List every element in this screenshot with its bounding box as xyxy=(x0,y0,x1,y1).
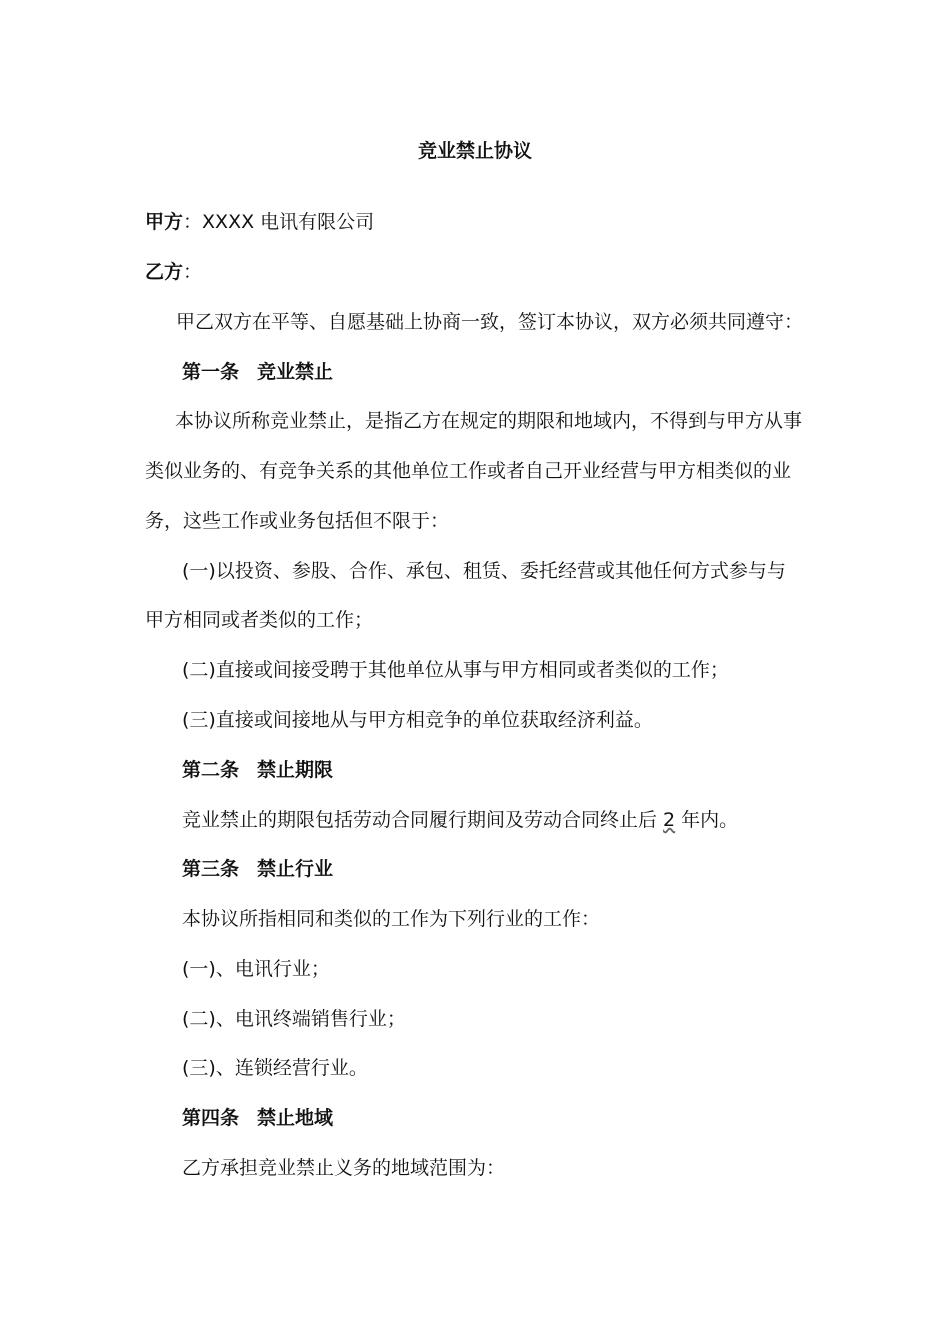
party-a-line xyxy=(145,210,374,234)
party-a-value: XXXX 电讯有限公司 xyxy=(202,211,375,233)
article1-title: 竞业禁止 xyxy=(257,361,334,383)
article1-para-line3: 务，这些工作或业务包括但不限于： xyxy=(145,510,450,532)
article1-item2: (二)直接或间接受聘于其他单位从事与甲方相同或者类似的工作； xyxy=(182,659,729,681)
party-a-label: 甲方 xyxy=(145,211,184,233)
article4-heading xyxy=(182,1106,333,1130)
document-title: 竞业禁止协议 xyxy=(417,140,532,162)
party-a-colon: ： xyxy=(183,211,203,233)
article1-item1-line2: 甲方相同或者类似的工作； xyxy=(145,609,374,631)
article3-item1: (一)、电讯行业； xyxy=(182,958,330,980)
article3-item2: (二)、电讯终端销售行业； xyxy=(182,1008,406,1030)
party-b-line xyxy=(145,260,202,284)
article3-title: 禁止行业 xyxy=(257,858,334,880)
article4-title: 禁止地域 xyxy=(257,1107,334,1129)
article2-heading xyxy=(182,758,333,782)
article3-number: 第三条 xyxy=(182,858,240,880)
article1-item3: (三)直接或间接地从与甲方相竞争的单位获取经济利益。 xyxy=(182,709,653,731)
party-b-label: 乙方 xyxy=(145,261,184,283)
article4-number: 第四条 xyxy=(182,1107,240,1129)
article2-number: 第二条 xyxy=(182,759,240,781)
article1-item1-line1: (一)以投资、参股、合作、承包、租赁、委托经营或其他任何方式参与与 xyxy=(182,560,786,582)
article3-heading xyxy=(182,857,333,881)
article2-text-after: 年内。 xyxy=(675,809,739,831)
article3-intro: 本协议所指相同和类似的工作为下列行业的工作： xyxy=(182,908,601,930)
article2-title: 禁止期限 xyxy=(257,759,334,781)
article1-para-line2: 类似业务的、有竞争关系的其他单位工作或者自己开业经营与甲方相类似的业 xyxy=(145,460,792,482)
article1-heading xyxy=(182,360,333,384)
article2-period-number: 2 xyxy=(663,809,676,831)
party-b-colon: ： xyxy=(183,261,203,283)
intro-paragraph: 甲乙双方在平等、自愿基础上协商一致，签订本协议，双方必须共同遵守： xyxy=(176,311,804,333)
article1-number: 第一条 xyxy=(182,361,240,383)
article1-para-line1: 本协议所称竞业禁止，是指乙方在规定的期限和地域内，不得到与甲方从事 xyxy=(175,410,803,432)
article3-item3: (三)、连锁经营行业。 xyxy=(182,1057,368,1079)
article4-intro: 乙方承担竞业禁止义务的地域范围为： xyxy=(182,1157,506,1179)
article2-text xyxy=(182,808,738,832)
article2-text-before: 竞业禁止的期限包括劳动合同履行期间及劳动合同终止后 xyxy=(182,809,664,831)
